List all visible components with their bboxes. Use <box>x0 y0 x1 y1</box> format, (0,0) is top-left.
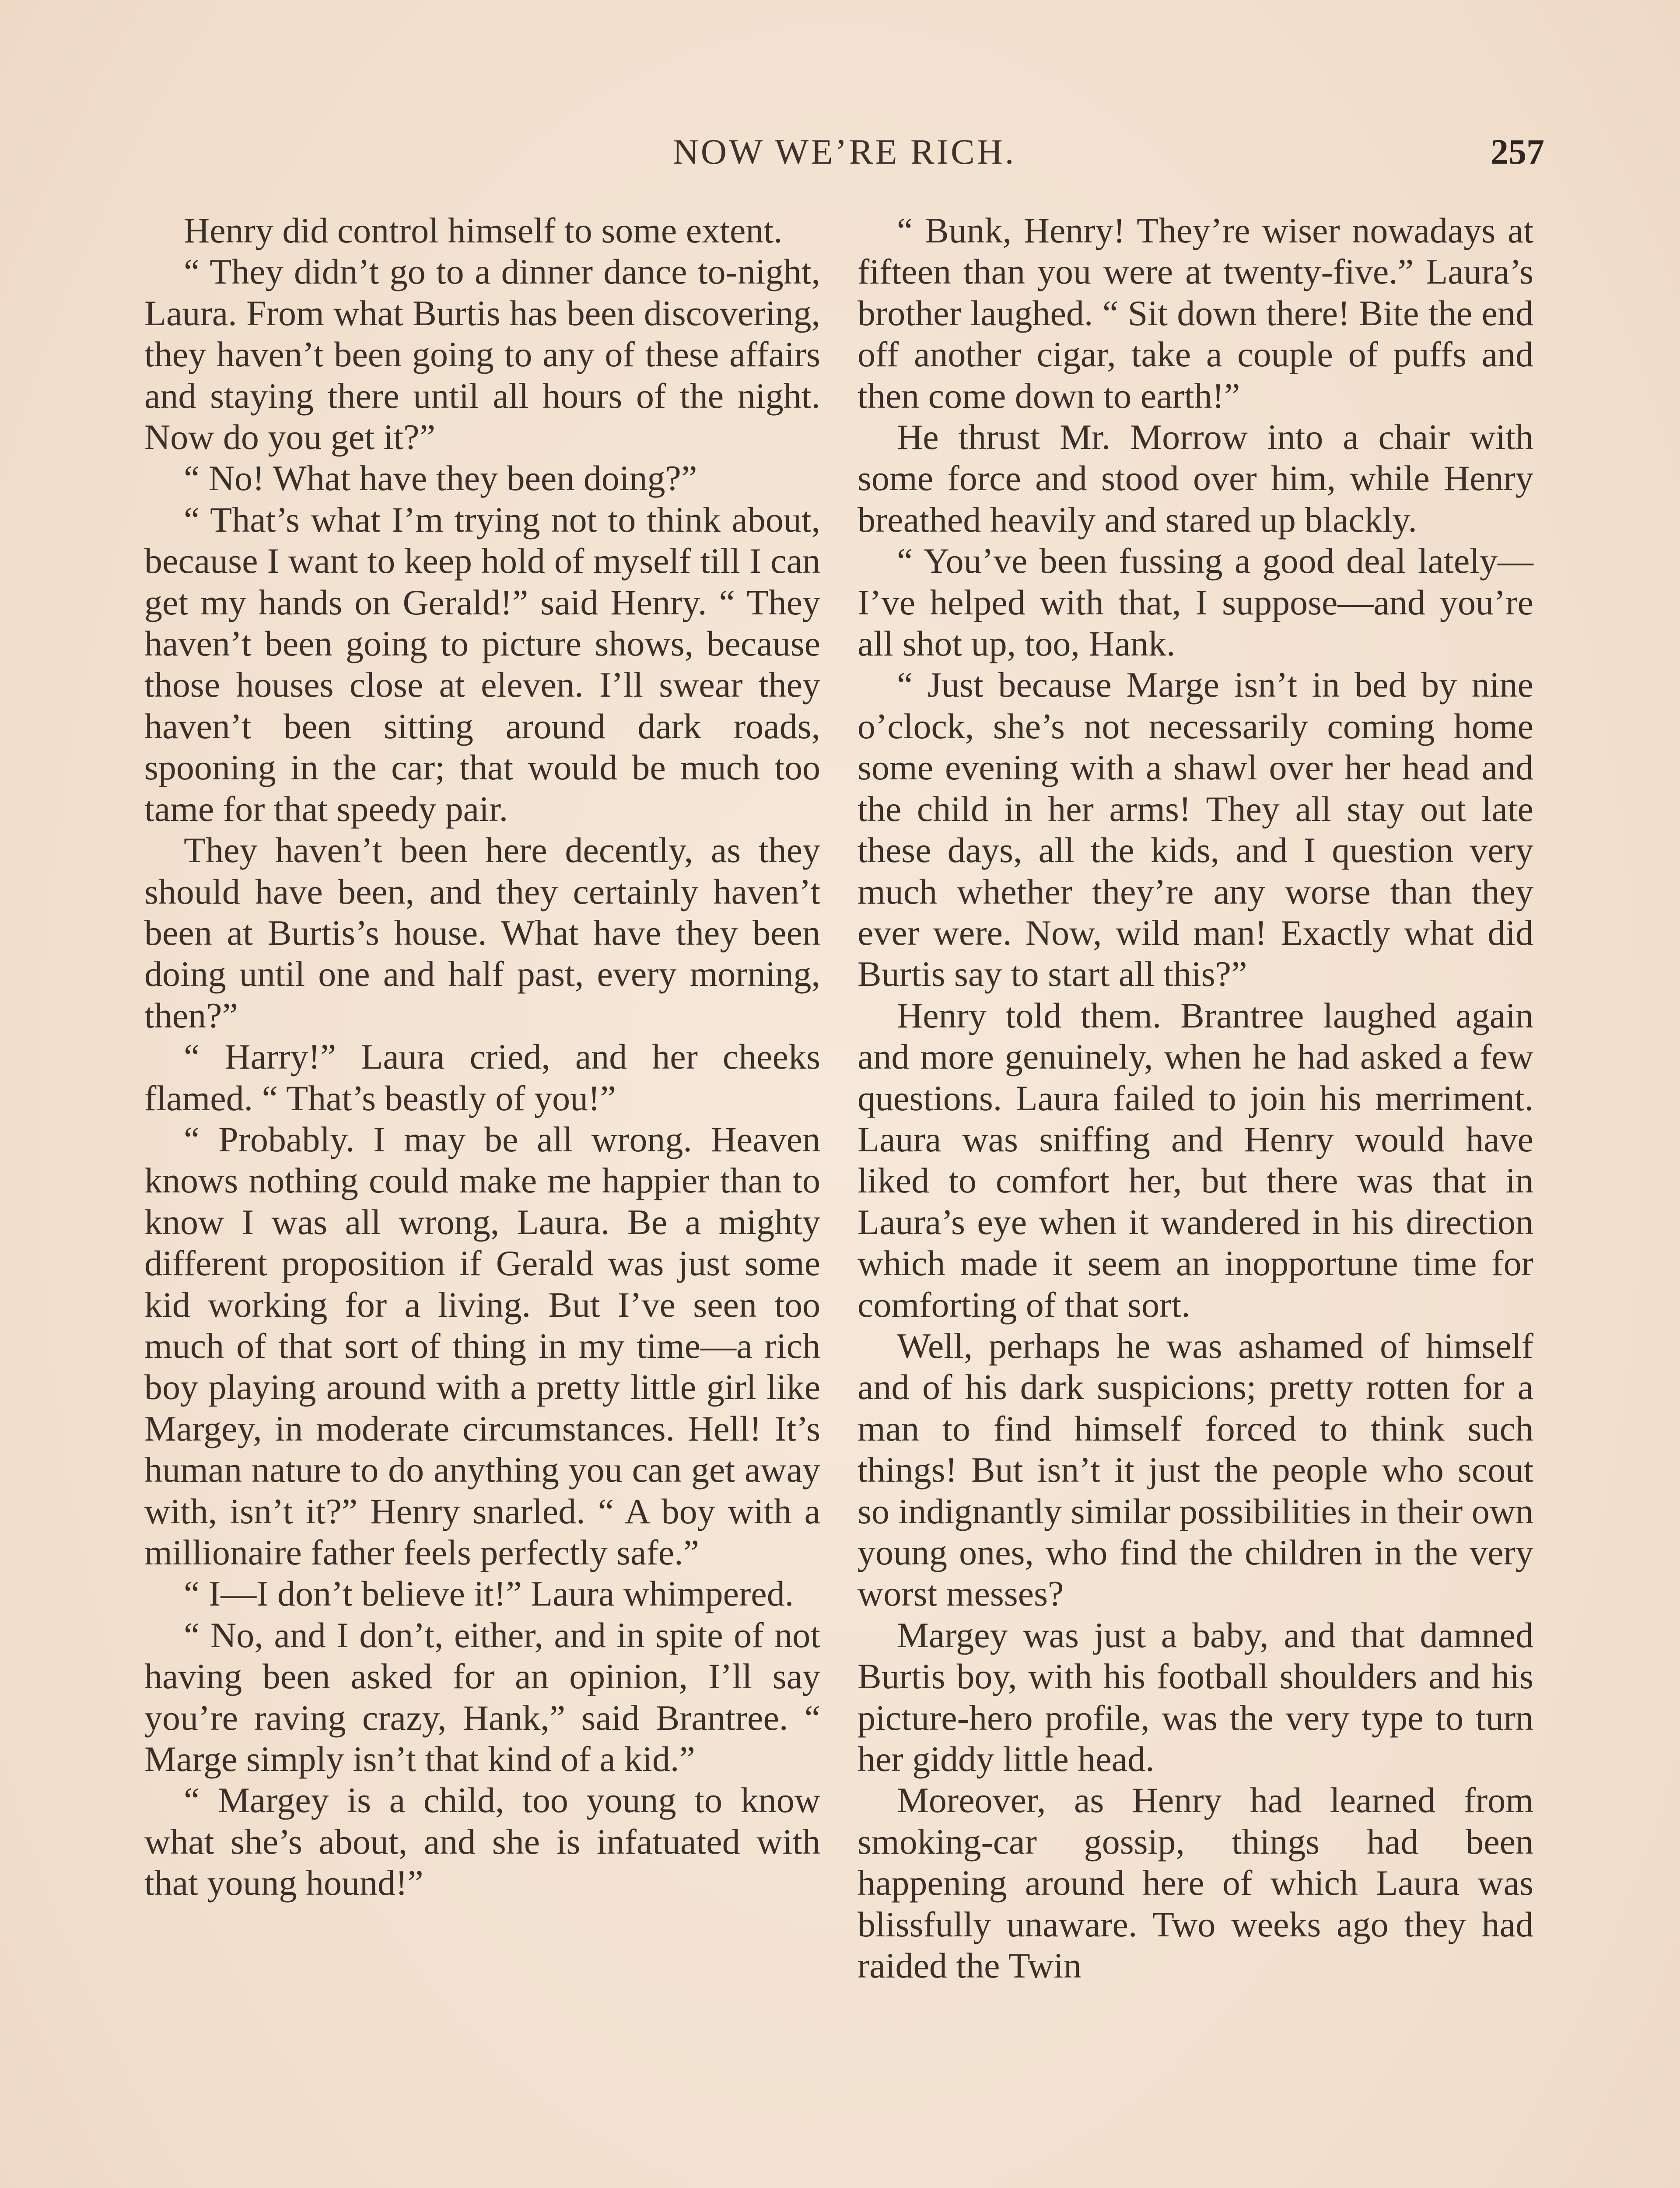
paragraph: “ I—I don’t believe it!” Laura whimpered. <box>184 1574 794 1614</box>
paragraph: “ Margey is a child, too young to know what she’s about, and she is infatuated with that young hound!” <box>144 1780 820 1903</box>
paragraph: Henry did control himself to some extent. <box>184 210 783 250</box>
paragraph: “ No! What have they been doing?” <box>184 458 697 498</box>
paragraph: “ Bunk, Henry! They’re wiser nowadays at fifteen than you were at twenty-five.” Laura’s brother laughed. “ Sit down there! Bite the end off another cigar, take a couple of puffs and then come down to earth!” <box>858 210 1533 416</box>
paragraph: Margey was just a baby, and that damned Burtis boy, with his football shoulders and his picture-hero profile, was the very type to turn her giddy little head. <box>858 1615 1533 1779</box>
right-column <box>858 210 1533 1986</box>
paragraph: “ That’s what I’m trying not to think about, because I want to keep hold of myself till I can get my hands on Gerald!” said Henry. “ They haven’t been going to picture shows, because those houses close at eleven. I’ll swear they haven’t been sitting around dark roads, spooning in the car; that would be much too tame for that speedy pair. <box>144 499 820 829</box>
running-title: NOW WE’RE RICH. <box>672 132 1016 172</box>
paragraph: “ They didn’t go to a dinner dance to-night, Laura. From what Burtis has been discovering, they haven’t been going to any of these affairs and staying there until all hours of the night. Now do you get it?” <box>144 252 820 457</box>
paragraph: He thrust Mr. Morrow into a chair with some force and stood over him, while Henry breathed heavily and stared up blackly. <box>858 417 1533 540</box>
running-head <box>144 131 1544 179</box>
paragraph: “ You’ve been fussing a good deal lately—I’ve helped with that, I suppose—and you’re all shot up, too, Hank. <box>858 541 1533 664</box>
paragraph: “ No, and I don’t, either, and in spite of not having been asked for an opinion, I’ll say you’re raving crazy, Hank,” said Brantree. “ Marge simply isn’t that kind of a kid.” <box>144 1615 820 1779</box>
paragraph: Well, perhaps he was ashamed of himself and of his dark suspicions; pretty rotten for a man to find himself forced to think such things! But isn’t it just the people who scout so indignantly similar possibilities in their own young ones, who find the children in the very worst messes? <box>858 1325 1533 1614</box>
paragraph: “ Harry!” Laura cried, and her cheeks flamed. “ That’s beastly of you!” <box>144 1037 820 1118</box>
paragraph: Moreover, as Henry had learned from smoking-car gossip, things had been happening around here of which Laura was blissfully unaware. Two weeks ago they had raided the Twin <box>858 1780 1533 1986</box>
left-column <box>144 210 820 1904</box>
paragraph: They haven’t been here decently, as they should have been, and they certainly haven’t been at Burtis’s house. What have they been doing until one and half past, every morning, then?” <box>144 830 820 1035</box>
paragraph: “ Just because Marge isn’t in bed by nine o’clock, she’s not necessarily coming home some evening with a shawl over her head and the child in her arms! They all stay out late these days, all the kids, and I question very much whether they’re any worse than they ever were. Now, wild man! Exactly what did Burtis say to start all this?” <box>858 665 1533 994</box>
paragraph: Henry told them. Brantree laughed again and more genuinely, when he had asked a few questions. Laura failed to join his merriment. Laura was sniffing and Henry would have liked to comfort her, but there was that in Laura’s eye when it wandered in his direction which made it seem an inopportune time for comforting of that sort. <box>858 995 1533 1325</box>
page-number: 257 <box>1491 132 1544 172</box>
paragraph: “ Probably. I may be all wrong. Heaven knows nothing could make me happier than to know I was all wrong, Laura. Be a mighty different proposition if Gerald was just some kid working for a living. But I’ve seen too much of that sort of thing in my time—a rich boy playing around with a pretty little girl like Margey, in moderate circumstances. Hell! It’s human nature to do anything you can get away with, isn’t it?” Henry snarled. “ A boy with a millionaire father feels perfectly safe.” <box>144 1119 820 1572</box>
